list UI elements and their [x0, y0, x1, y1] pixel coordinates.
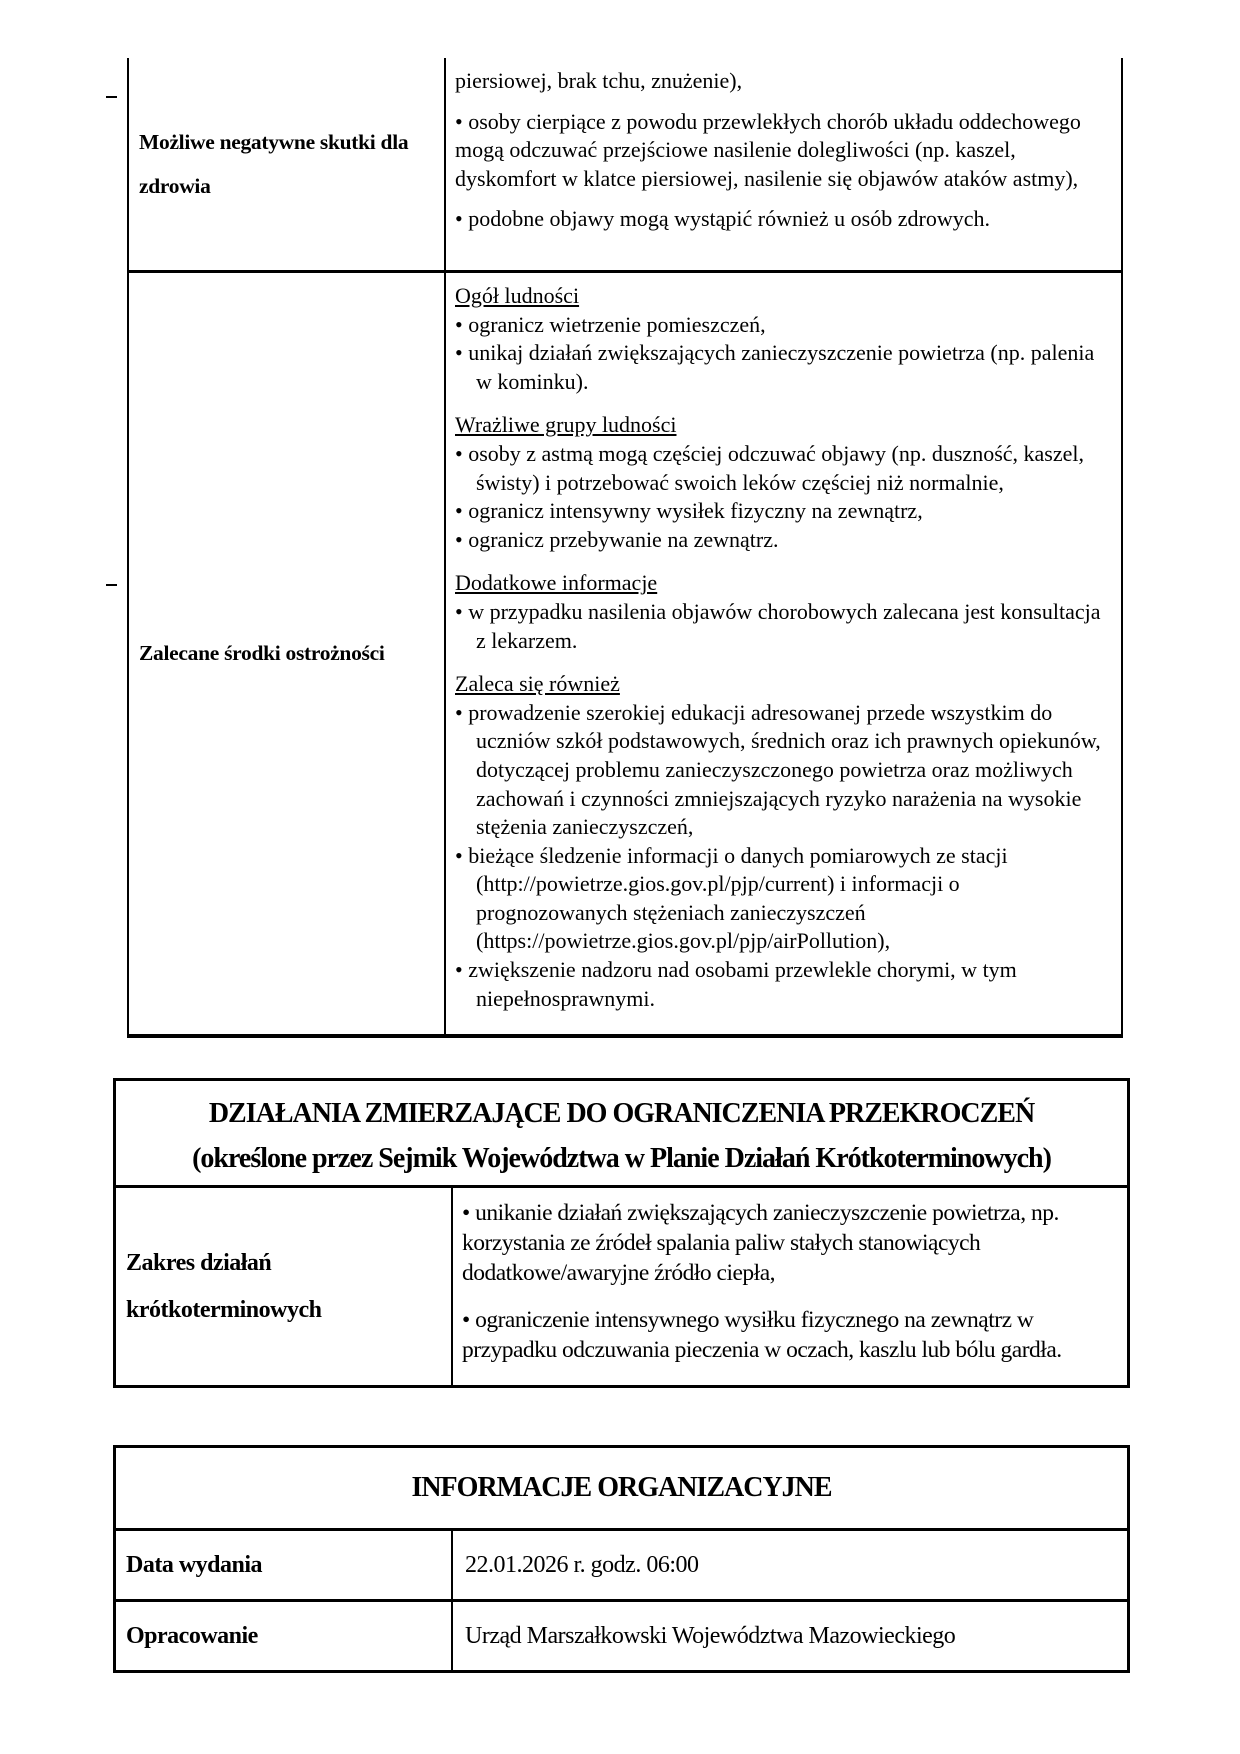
table-row-prepared-by [116, 1599, 1127, 1670]
precautions-section-sensitive [455, 411, 1109, 554]
precautions-section-general [455, 282, 1109, 396]
row-header-cell [116, 1188, 453, 1385]
bullet-item: • bieżące śledzenie informacji o danych pomiarowych ze stacji (http://powietrze.gios.gov.pl/pjp/current) i informacji o prognozowanych stężeniach zanieczyszczeń (https://powietrze.gios.gov.pl/pjp/airPollution), [455, 842, 1008, 954]
bullet-item: • ograniczenie intensywnego wysiłku fizycznego na zewnątrz w przypadku odczuwania pieczenia w oczach, kaszlu lub bólu gardła. [462, 1307, 1062, 1364]
actions-title-line2: (określone przez Sejmik Województwa w Planie Działań Krótkoterminowych) [192, 1143, 1051, 1175]
row-header-label: Data wydania [116, 1531, 453, 1599]
row-header-cell [129, 58, 446, 270]
prepared-by-value: Urząd Marszałkowski Województwa Mazowieckiego [465, 1622, 956, 1649]
bullet-item: • osoby z astmą mogą częściej odczuwać objawy (np. duszność, kaszel, świsty) i potrzebować swoich leków częściej niż normalnie, [455, 440, 1084, 495]
bullet-item: • unikaj działań zwiększających zanieczyszczenie powietrza (np. palenia w kominku). [455, 340, 1095, 394]
continuation-text: piersiowej, brak tchu, znużenie), [455, 68, 743, 93]
actions-table-header [116, 1081, 1127, 1185]
section-heading: Wrażliwe grupy ludności [455, 412, 677, 438]
row-header-label: Zalecane środki ostrożności [139, 641, 385, 666]
section-heading: Dodatkowe informacje [455, 570, 658, 596]
bullet-item: • osoby cierpiące z powodu przewlekłych chorób układu oddechowego mogą odczuwać przejściowe nasilenie dolegliwości (np. kaszel, dyskomfort w klatce piersiowej, nasilenie się objawów ataków astmy), [455, 108, 1081, 191]
org-info-table [113, 1445, 1130, 1673]
bullet-item: • ogranicz przebywanie na zewnątrz. [455, 526, 779, 552]
bullet-item: • ogranicz wietrzenie pomieszczeń, [455, 311, 766, 337]
bullet-item: • unikanie działań zwiększających zanieczyszczenie powietrza, np. korzystania ze źródeł spalania paliw stałych stanowiących dodatkowe/awaryjne źródło ciepła, [462, 1200, 1059, 1287]
bullet-item: • podobne objawy mogą wystąpić również u osób zdrowych. [455, 206, 990, 232]
bullet-item: • w przypadku nasilenia objawów chorobowych zalecana jest konsultacja z lekarzem. [455, 598, 1101, 653]
actions-title-line1: DZIAŁANIA ZMIERZAJĄCE DO OGRANICZENIA PRZEKROCZEŃ [208, 1098, 1035, 1129]
health-precautions-table [127, 58, 1123, 1038]
row-header-label: Zakres działań krótkoterminowych [126, 1249, 322, 1323]
bullet-item: • prowadzenie szerokiej edukacji adresowanej przede wszystkim do uczniów szkół podstawowych, średnich oraz ich prawnych opiekunów, dotyczącej problemu zanieczyszczonego powietrza oraz możliwych zachowań i czynności zmniejszających ryzyko narażenia na wysokie stężenia zanieczyszczeń, [455, 699, 1101, 840]
row-header-label: Możliwe negatywne skutki dla zdrowia [139, 129, 409, 198]
table-row-issue-date [116, 1528, 1127, 1599]
section-heading: Ogół ludności [455, 283, 580, 308]
precautions-section-recommended [455, 670, 1109, 1013]
row-content-cell [453, 1188, 1127, 1385]
row-header-cell [129, 273, 446, 1034]
section-heading: Zaleca się również [455, 671, 620, 697]
table-row-actions-scope [116, 1185, 1127, 1385]
table-row-health-effects [129, 58, 1121, 270]
margin-row-tick [106, 584, 117, 586]
bullet-item: • ogranicz intensywny wysiłek fizyczny na zewnątrz, [455, 498, 923, 524]
margin-row-tick [106, 96, 117, 98]
row-header-label: Opracowanie [116, 1602, 453, 1670]
table-row-precautions [129, 270, 1121, 1034]
actions-table [113, 1078, 1130, 1388]
precautions-section-additional [455, 569, 1109, 655]
issue-date-value: 22.01.2026 r. godz. 06:00 [465, 1551, 699, 1578]
bullet-item: • zwiększenie nadzoru nad osobami przewlekle chorymi, w tym niepełnosprawnymi. [455, 957, 1017, 1011]
org-info-title: INFORMACJE ORGANIZACYJNE [411, 1472, 832, 1503]
row-content-cell [446, 273, 1121, 1034]
row-content-cell [446, 58, 1121, 270]
